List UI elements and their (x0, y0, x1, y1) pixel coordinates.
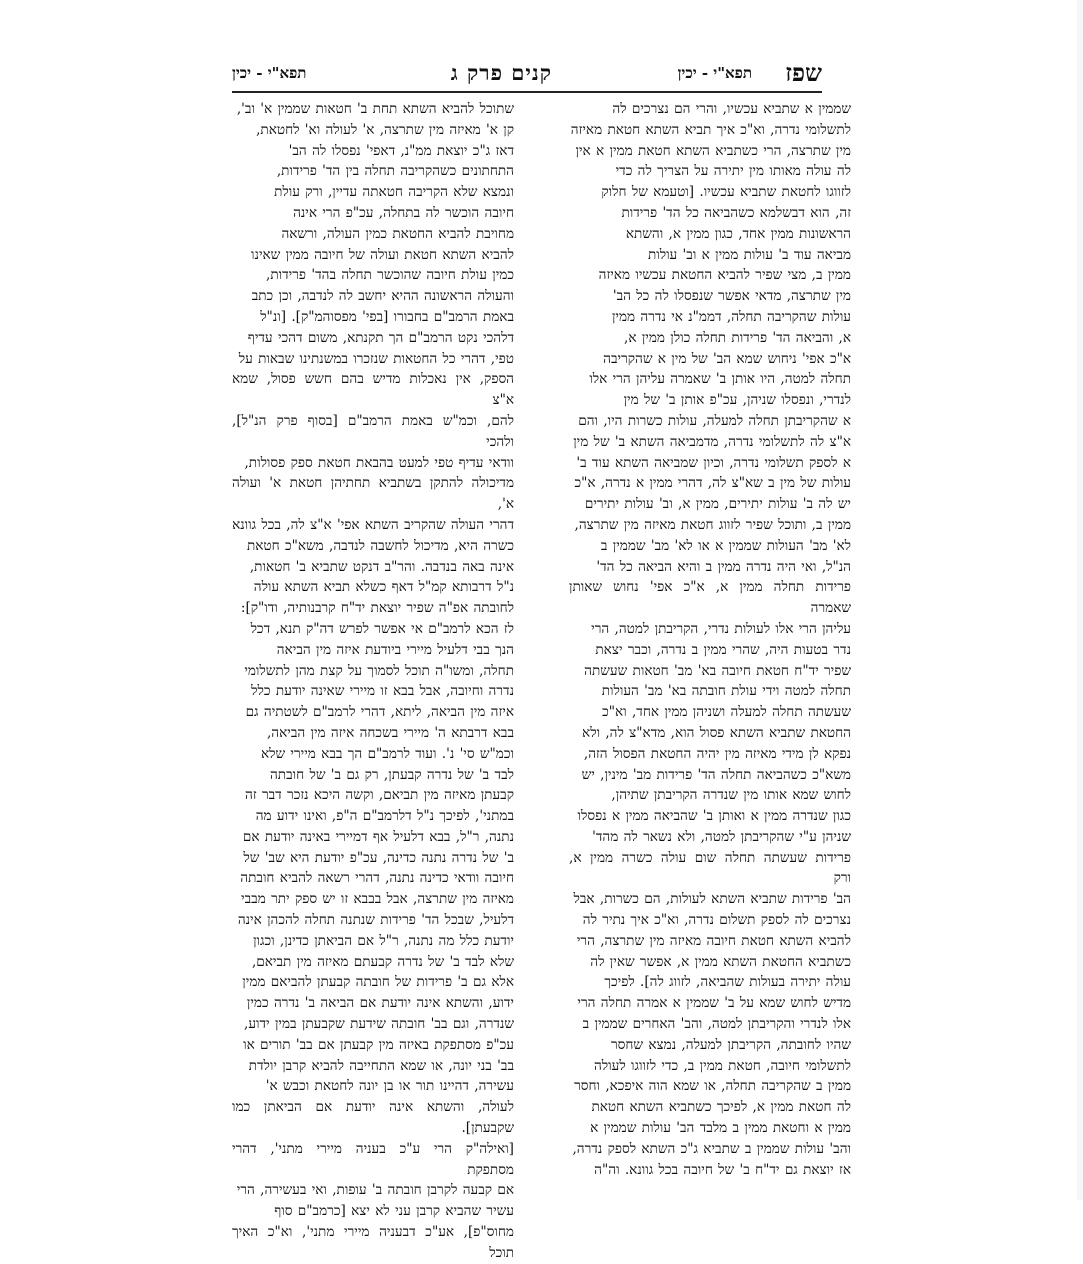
page-number: שפז (785, 58, 822, 87)
chapter-title: קנים פרק ג (450, 60, 552, 85)
running-header (232, 58, 822, 88)
text-column-right: שממין א שתביא עכשיו, והרי הם נצרכים לה לתשלומי נדרה, וא"כ איך תביא השתא חטאת מאיזה מין שתרצה, הרי כשתביא השתא חטאת ממין א אין לה עולה מאותו מין יתירה על הצריך לה כדי לזווגו לחטאת שתביא עכשיו. [וטעמא של חלוק זה, הוא דבשלמא כשהביאה כל הד' פרידות הראשונות ממין אחד, כגון ממין א, והשתא מביאה עוד ב' עולות ממין א וב' עולות ממין ב, מצי שפיר להביא החטאת עכשיו מאיזה מין שתרצה, מדאי אפשר שנפסלו לה כל הב' עולות שהקריבה תחלה, דממ"נ אי נדרה ממין א, והביאה הד' פרידות תחלה כולן ממין א, א"כ אפי' ניחוש שמא הב' של מין א שהקריבה תחלה למטה, היו אותן ב' שאמרה עליהן הרי אלו לנדרי, ונפסלו שניהן, עכ"פ אותן ב' של מין א שהקריבתן תחלה למעלה, עולות כשרות היו, והם א"צ לה לתשלומי נדרה, מדמביאה השתא ב' של מין א לספק תשלומי נדרה, וכיון שמביאה השתא עוד ב' עולות של מין ב שא"צ לה, דהרי ממין א נדרה, א"כ יש לה ב' עולות יתירים, ממין א, וב' עולות יתירים ממין ב, ותוכל שפיר לזווג חטאת מאיזה מין שתרצה, לא' מב' העולות שממין א או לא' מב' שממין ב הנ"ל, ואי היה נדרה ממין ב והיא הביאה כל הד' פרידות תחלה ממין א, א"כ אפי' נחוש שאותן שאמרה עליהן הרי אלו לעולות נדרי, הקריבתן למטה, הרי נדר בטעות היה, שהרי ממין ב נדרה, וכבר יצאת שפיר יד"ח חטאת חיובה בא' מב' חטאות שעשתה תחלה למטה וידי עולת חובתה בא' מב' העולות שעשתה תחלה למעלה ושניהן ממין אחד, וא"כ החטאת שתביא השתא פסול הוא, מדא"צ לה, ולא נפקא לן מידי מאיזה מין יהיה החטאת הפסול הזה, משא"כ כשהביאה תחלה הד' פרידות מב' מינין, יש לחוש שמא אותו מין שנדרה הקריבתן שתיהן, כגון שנדרה ממין א ואותן ב' שהביאה ממין א נפסלו שניהן ע"י שהקריבתן למטה, ולא נשאר לה מהד' פרידות שעשתה תחלה שום עולה כשרה ממין א, ורק הב' פרידות שתביא השתא לעולות, הם כשרות, אבל נצרכים לה לספק תשלום נדרה, וא"כ איך נתיר לה להביא השתא חטאת חיובה מאיזה מין שתרצה, הרי כשתביא החטאת השתא ממין א, אפשר שאין לה עולה יתירה בעולות שהביאה, לזווג לה]. לפיכך מדיש לחוש שמא על ב' שממין א אמרה תחלה הרי אלו לנדרי והקריבתן למטה, והב' האחרים שממין ב שהיו לחובתה, הקריבתן למעלה, נמצא שחסר לתשלומי חיובה, חטאת ממין ב, כדי לזווגו לעולה ממין ב שהקריבה תחלה, או שמא הוה איפכא, וחסר לה חטאת ממין א, לפיכך כשתביא השתא חטאת ממין א וחטאת ממין ב מלבד הב' עולות שממין א והב' עולות שממין ב שתביא ג"כ השתא לספק נדרה, אז יוצאת גם יד"ח ב' של חיובה בכל גוונא. וה"ה (569, 101, 851, 1178)
page-edge (1077, 0, 1083, 1200)
running-header-right: תפא"י - יכין (677, 64, 752, 82)
text-column-left: שתוכל להביא השתא תחת ב' חטאות שממין א' וב', קן א' מאיזה מין שתרצה, א' לעולה וא' לחטאת, דאז ג"כ יוצאת ממ"נ, דאפי' נפסלו לה הב' התחתונים כשהקריבה תחלה בין הד' פרידות, ונמצא שלא הקריבה חטאתה עדיין, ורק עולת חיובה הוכשר לה בתחלה, עכ"פ הרי אינה מחויבת להביא החטאת כמין העולה, ורשאה להביא השתא חטאת ועולה של חיובה ממין שאינו כמין עולת חיובה שהוכשר תחלה בהד' פרידות, והעולה הראשונה ההיא יחשב לה לנדבה, וכן כתב באמת הרמב"ם בחבורו [בפי' מפסוהמ"ק]. [ונ"ל דלהכי נקט הרמב"ם הך תקנתא, משום דהכי עדיף טפי, דהרי כל החטאות שנזכרו במשנתינו שבאות על הספק, אין נאכלות מדיש בהם חשש פסול, שמא א"צ להם, וכמ"ש באמת הרמב"ם [בסוף פרק הנ"ל], ולהכי וודאי עדיף טפי למעט בהבאת חטאת ספק פסולות, מדיכולה להתקן בשתביא תחתיהן חטאת א' ועולה א', דהרי העולה שהקריב השתא אפי' א"צ לה, בכל גוונא כשרה היא, מדיכול לחשבה לנדבה, משא"כ חטאת אינה באה בנדבה. והר"ב דנקט שתביא ב' חטאות, נ"ל דרבותא קמ"ל דאף כשלא תביא השתא עולה לחובתה אפ"ה שפיר יוצאת יד"ח קרבנותיה, ודו"ק]: לז הכא לרמב"ם אי אפשר לפרש דה"ק תנא, דכל הנך בבי דלעיל מיירי ביודעת איזה מין הביאה תחלה, ומשו"ה תוכל לסמוך על קצת מהן לתשלומי נדרה וחיובה, אבל בבא זו מיירי שאינה יודעת כלל איזה מין הביאה, ליתא, דהרי לרמב"ם לשטתיה גם בבא דרבתא ה' מיירי בשכחה איזה מין הביאה, וכמ"ש סי' נ'. ועוד לרמב"ם הך בבא מיירי שלא לבד ב' של נדרה קבעתן, רק גם ב' של חובתה קבעתן מאיזה מין תביאם, וקשה היכא נזכר דבר זה במתני', לפיכך נ"ל דלרמב"ם ה"פ, ואינו ידוע מה נתנה, ר"ל, בבא דלעיל אף דמיירי באינה יודעת אם ב' של נדרה נתנה כדינה, עכ"פ יודעת היא שב' של חיובה וודאי כדינה נתנה, דהרי רשאה להביא חובתה מאיזה מין שתרצה, אבל בבבא זו יש ספק יתר מבבי דלעיל, שבכל הד' פרידות שנתנה תחלה להכהן אינה יודעת כלל מה נתנה, ר"ל אם הביאתן כדינן, וכגון שלא לבד ב' של נדרה קבעתם מאיזה מין תביאם, אלא גם ב' פרידות של חובתה קבעתן להביאם ממין ידוע, והשתא אינה יודעת אם הביאה ב' נדרה כמין שנדרה, וגם בב' חובתה שידעת שקבעתן במין ידוע, עכ"פ מסתפקת באיזה מין קבעתן אם בב' תורים או בב' בני יונה, או שמא התחייבה להביא קרבן יולדת עשירה, דהיינו תור או בן יונה לחטאת וכבש א' לעולה, והשתא אינה יודעת אם הביאתן כמו שקבעתן]. [ואילה"ק הרי ע"כ בעניה מיירי מתני', דהרי מסתפקת אם קבעה לקרבן חובתה ב' עופות, ואי בעשירה, הרי עשיר שהביא קרבן עני לא יצא [כרמב"ם סוף מחוס"פ], אע"כ דבעניה מיירי מתני', וא"כ האיך תוכל (232, 101, 514, 1261)
running-header-left: תפא"י - יכין (232, 64, 307, 82)
header-rule (232, 91, 822, 93)
